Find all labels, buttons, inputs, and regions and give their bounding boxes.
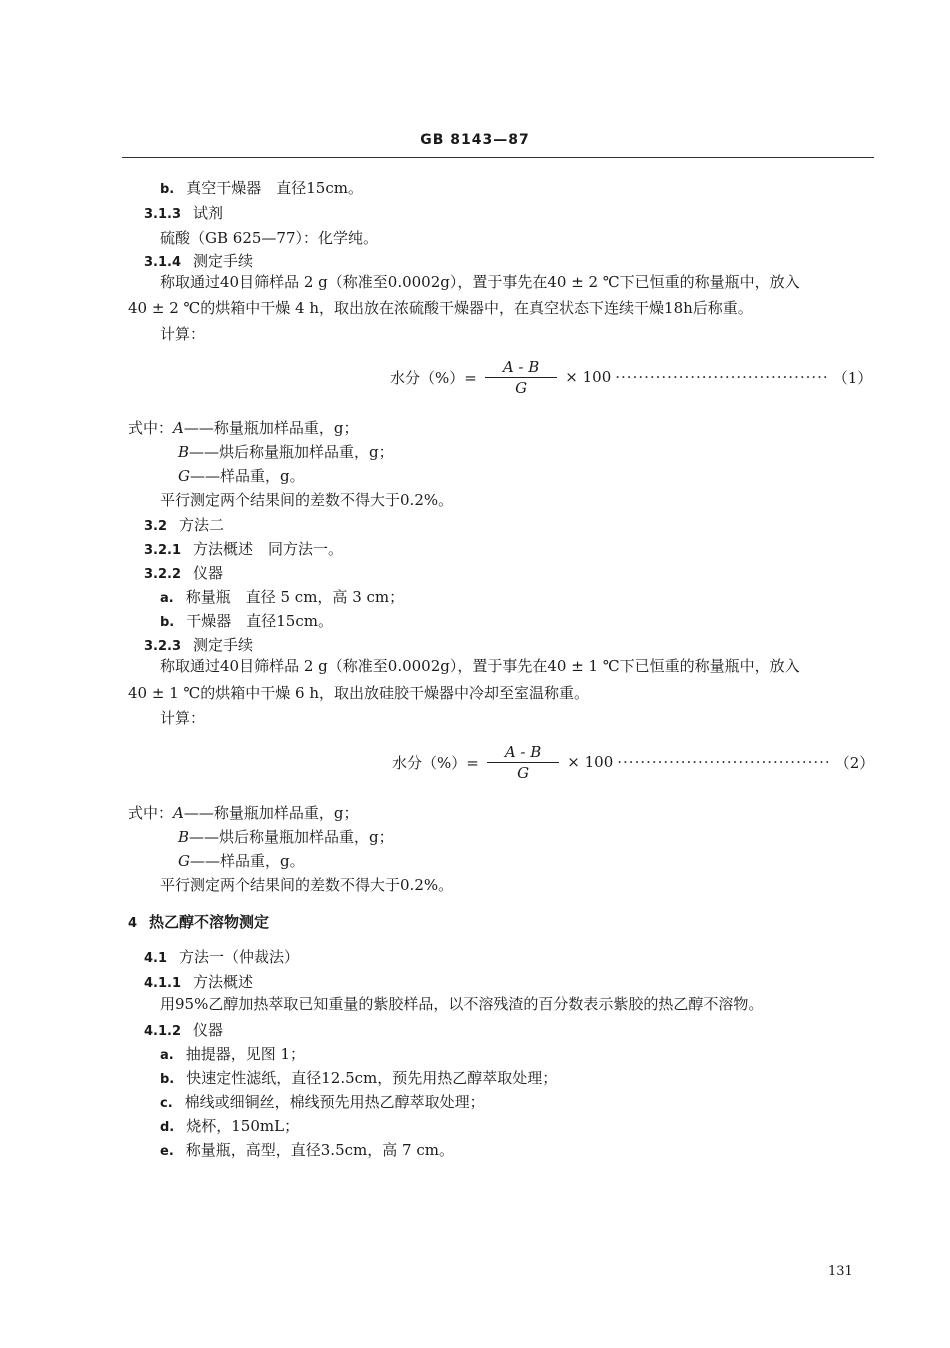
section-heading: 3.1.4 测定手续 (144, 252, 254, 270)
text-line: 硫酸（GB 625—77）：化学纯。 (160, 229, 378, 247)
section-heading: 4.1.1 方法概述 (144, 973, 254, 991)
paragraph-line: 称取通过40目筛样品 2 g（称准至0.0002g），置于事先在40 ± 2 ℃下已恒重的称量瓶中，放入 (160, 273, 800, 291)
text-line: b. 真空干燥器 直径15cm。 (160, 179, 363, 197)
section-heading: 3.1.3 试剂 (144, 204, 224, 222)
section-heading: 3.2.3 测定手续 (144, 636, 254, 654)
page-header: GB 8143—87 (420, 132, 530, 148)
section-heading: 3.2.1 方法概述 同方法一。 (144, 540, 344, 558)
header-rule (122, 157, 874, 158)
list-item: a. 称量瓶 直径 5 cm，高 3 cm； (160, 588, 405, 606)
paragraph-line: 用95%乙醇加热萃取已知重量的紫胶样品，以不溶残渣的百分数表示紫胶的热乙醇不溶物。 (160, 995, 764, 1013)
text-line: 平行测定两个结果间的差数不得大于0.2%。 (160, 876, 454, 894)
paragraph-line: 40 ± 2 ℃的烘箱中干燥 4 h，取出放在浓硫酸干燥器中，在真空状态下连续干燥18h后称重。 (128, 299, 753, 317)
text-line: 计算： (160, 709, 206, 727)
section-heading: 4.1 方法一（仲裁法） (144, 948, 300, 966)
list-item: a. 抽提器，见图 1； (160, 1045, 306, 1063)
text-line: 计算： (160, 325, 206, 343)
legend-line: G——样品重，g。 (178, 852, 305, 870)
formula-1: 水分（%）= $\frac{A - B}{G}$ × 100 ····································· （1） (390, 357, 873, 397)
list-item: e. 称量瓶，高型，直径3.5cm，高 7 cm。 (160, 1141, 454, 1159)
legend-line: G——样品重，g。 (178, 467, 305, 485)
paragraph-line: 称取通过40目筛样品 2 g（称准至0.0002g），置于事先在40 ± 1 ℃下已恒重的称量瓶中，放入 (160, 657, 800, 675)
legend-line: B——烘后称量瓶加样品重，g； (178, 443, 394, 461)
section-heading: 4.1.2 仪器 (144, 1021, 224, 1039)
legend-line: 式中：A——称量瓶加样品重，g； (128, 804, 359, 822)
legend-line: B——烘后称量瓶加样品重，g； (178, 828, 394, 846)
list-item: b. 干燥器 直径15cm。 (160, 612, 333, 630)
section-heading: 3.2 方法二 (144, 516, 225, 534)
list-item: d. 烧杯，150mL； (160, 1117, 300, 1135)
legend-line: 式中：A——称量瓶加样品重，g； (128, 419, 359, 437)
paragraph-line: 40 ± 1 ℃的烘箱中干燥 6 h，取出放硅胶干燥器中冷却至室温称重。 (128, 684, 590, 702)
formula-2: 水分（%）= $\frac{A - B}{G}$ × 100 ····································· （2） (392, 742, 875, 782)
chapter-heading: 4 热乙醇不溶物测定 (128, 913, 270, 931)
page-number: 131 (828, 1264, 853, 1279)
list-item: c. 棉线或细铜丝，棉线预先用热乙醇萃取处理； (160, 1093, 485, 1111)
text-line: 平行测定两个结果间的差数不得大于0.2%。 (160, 491, 454, 509)
section-heading: 3.2.2 仪器 (144, 564, 224, 582)
list-item: b. 快速定性滤纸，直径12.5cm，预先用热乙醇萃取处理； (160, 1069, 558, 1087)
